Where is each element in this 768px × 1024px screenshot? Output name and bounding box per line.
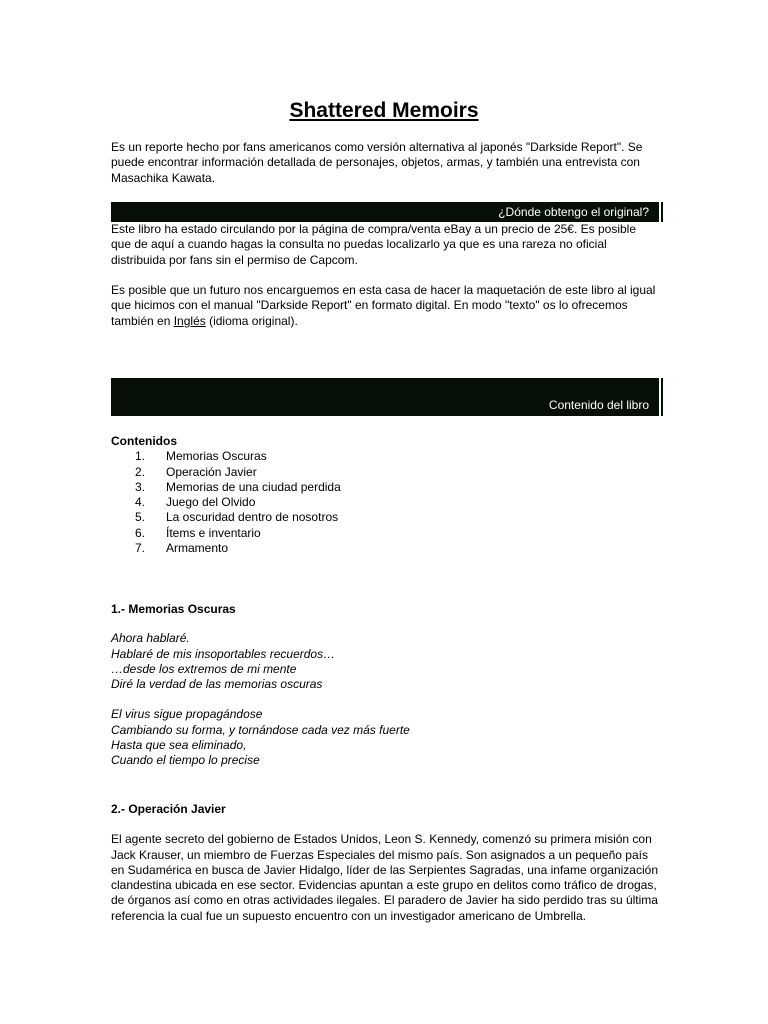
- toc-item-number: 2.: [134, 464, 145, 479]
- poem-line: Hasta que sea eliminado,: [111, 738, 247, 753]
- toc-item: [111, 526, 659, 541]
- toc-item-label: Ítems e inventario: [166, 525, 261, 540]
- toc-item-number: 6.: [134, 525, 145, 540]
- toc-item-number: 3.: [134, 479, 145, 494]
- section-2: [111, 802, 659, 924]
- digital-paragraph: [111, 283, 659, 329]
- poem-line: El virus sigue propagándose: [111, 707, 263, 722]
- poem-line: Ahora hablaré.: [111, 631, 190, 646]
- bar-label-contents: Contenido del libro: [548, 398, 649, 412]
- poem-line: …desde los extremos de mi mente: [111, 661, 297, 676]
- toc-item: [111, 480, 659, 495]
- toc-item: [111, 510, 659, 525]
- bar-label-original: ¿Dónde obtengo el original?: [498, 205, 649, 219]
- intro-paragraph: [111, 140, 659, 186]
- toc-item-label: Memorias Oscuras: [166, 449, 267, 464]
- section-1: [111, 602, 659, 769]
- original-paragraph: [111, 222, 659, 268]
- toc-item-label: Memorias de una ciudad perdida: [166, 479, 341, 494]
- toc: [111, 434, 659, 556]
- toc-item-label: Operación Javier: [166, 464, 257, 479]
- intro-text: Es un reporte hecho por fans americanos como versión alternativa al japonés "Darkside Report". Se puede encontrar información detallada de personajes, objetos, armas, y también una entrevista con Masachika Kawata.: [111, 140, 643, 185]
- poem-line: Hablaré de mis insoportables recuerdos…: [111, 646, 336, 661]
- toc-item-label: La oscuridad dentro de nosotros: [166, 510, 339, 525]
- section-2-body: El agente secreto del gobierno de Estados Unidos, Leon S. Kennedy, comenzó su primera misión con Jack Krauser, un miembro de Fuerzas Especiales del mismo país. Son asignados a un pequeño país en Sudamérica en busca de Javier Hidalgo, líder de las Serpientes Sagradas, una infame organización clandestina ubicada en ese sector. Evidencias apuntan a este grupo en delitos como tráfico de drogas, de órganos así como en otras actividades ilegales. El paradero de Javier ha sido perdido tras su última referencia la cual fue un supuesto encuentro con un investigador americano de Umbrella.: [111, 832, 658, 923]
- toc-heading: Contenidos: [111, 434, 177, 448]
- toc-item: [111, 465, 659, 480]
- digital-text-before: Es posible que un futuro nos encarguemos en esta casa de hacer la maquetación de este libro al igual que hicimos con el manual "Darkside Report" en formato digital. En modo "texto" os lo ofrecemos también en: [111, 283, 656, 328]
- digital-text-after: (idioma original).: [205, 313, 298, 328]
- poem-line: Cuando el tiempo lo precise: [111, 753, 260, 768]
- toc-item: [111, 541, 659, 556]
- poem-stanza-1: [111, 631, 659, 692]
- original-text: Este libro ha estado circulando por la página de compra/venta eBay a un precio de 25€. Es posible que de aquí a cuando hagas la consulta no puedas localizarlo ya que es una rareza no oficial distribuida por fans sin el permiso de Capcom.: [111, 222, 636, 267]
- toc-item-number: 5.: [134, 510, 145, 525]
- toc-item-number: 7.: [134, 541, 145, 556]
- section-bar-contents: [111, 378, 661, 416]
- toc-item-label: Armamento: [166, 541, 229, 556]
- toc-item-label: Juego del Olvido: [166, 495, 256, 510]
- toc-item: [111, 449, 659, 464]
- toc-list: [111, 449, 659, 556]
- english-link[interactable]: Inglés: [173, 313, 206, 328]
- toc-item-number: 1.: [134, 449, 145, 464]
- toc-item-number: 4.: [134, 495, 145, 510]
- poem-stanza-2: [111, 707, 659, 768]
- page-title: Shattered Memoirs: [289, 99, 479, 122]
- digital-text: [111, 283, 659, 329]
- section-1-heading: 1.- Memorias Oscuras: [111, 602, 236, 616]
- section-bar-original: [111, 202, 661, 222]
- poem-line: Cambiando su forma, y tornándose cada vez más fuerte: [111, 722, 410, 737]
- section-2-heading: 2.- Operación Javier: [111, 802, 226, 816]
- poem-line: Diré la verdad de las memorias oscuras: [111, 677, 323, 692]
- toc-item: [111, 495, 659, 510]
